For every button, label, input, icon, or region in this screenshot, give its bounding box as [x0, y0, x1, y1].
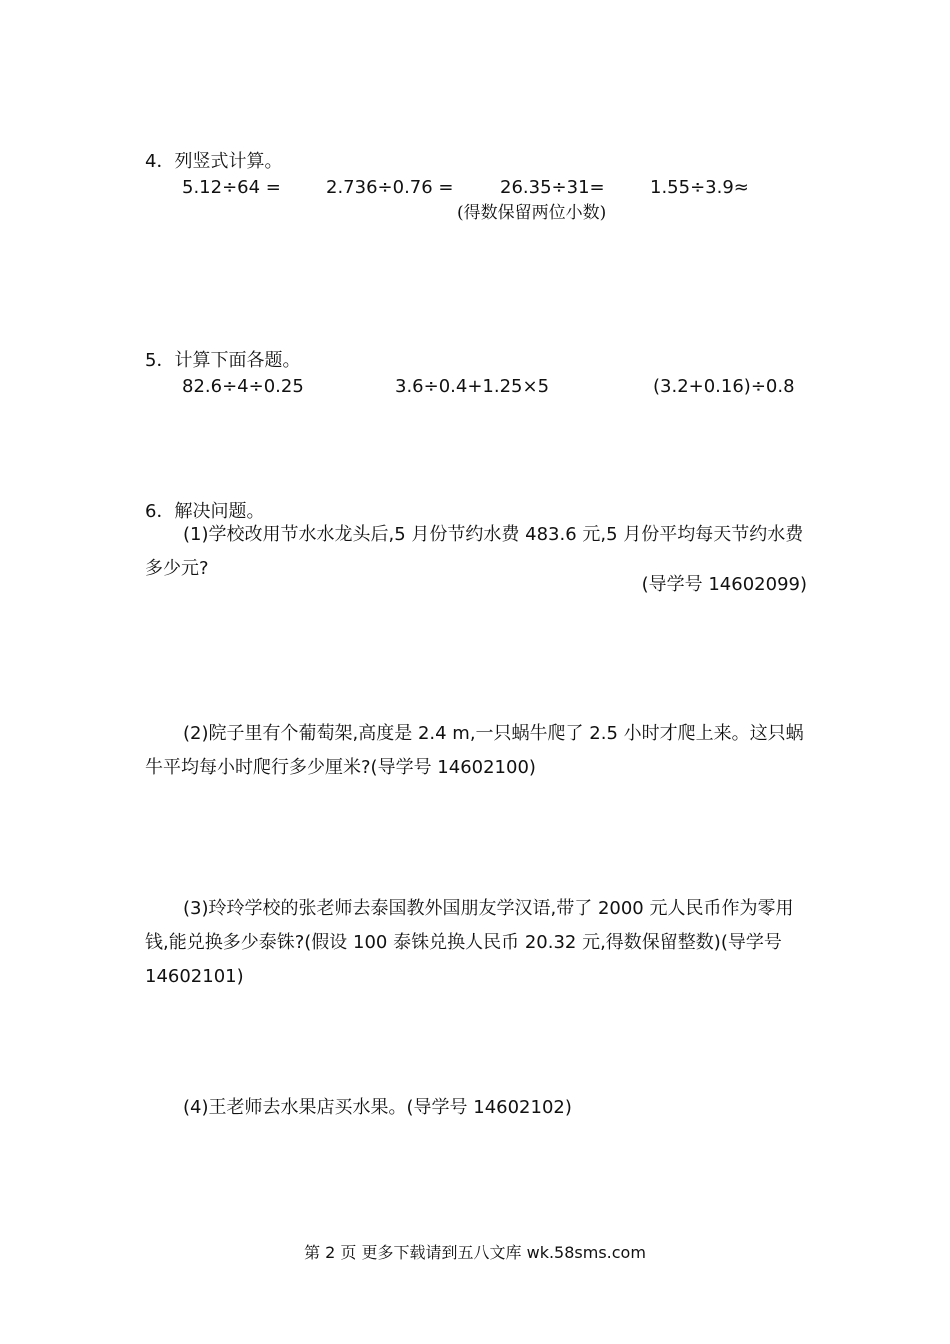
q6-problem-3: (3)玲玲学校的张老师去泰国教外国朋友学汉语,带了 2000 元人民币作为零用钱,能兑换多少泰铢?(假设 100 泰铢兑换人民币 20.32 元,得数保留整数)(导学号 14602101) — [145, 898, 794, 987]
q4-item-4: 1.55÷3.9≈ — [650, 177, 749, 198]
page-footer: 第 2 页 更多下载请到五八文库 wk.58sms.com — [304, 1243, 646, 1262]
q4-item-2: 2.736÷0.76 = — [326, 177, 454, 198]
q4-note: (得数保留两位小数) — [457, 203, 607, 223]
q6-problem-2: (2)院子里有个葡萄架,高度是 2.4 m,一只蜗牛爬了 2.5 小时才爬上来。这只蜗牛平均每小时爬行多少厘米?(导学号 14602100) — [145, 723, 804, 778]
q5-item-1: 82.6÷4÷0.25 — [182, 376, 304, 397]
q6-problem-1: (1)学校改用节水水龙头后,5 月份节约水费 483.6 元,5 月份平均每天节约水费多少元? — [145, 524, 804, 579]
q4-item-1: 5.12÷64 = — [182, 177, 281, 198]
q6-problem-4: (4)王老师去水果店买水果。(导学号 14602102) — [183, 1097, 572, 1118]
q5-item-3: (3.2+0.16)÷0.8 — [653, 376, 795, 397]
q4-item-3: 26.35÷31= — [500, 177, 605, 198]
q6-problem-1-ref: (导学号 14602099) — [641, 574, 807, 595]
q6-title: 6．解决问题。 — [145, 501, 265, 522]
q5-item-2: 3.6÷0.4+1.25×5 — [395, 376, 550, 397]
q4-title: 4．列竖式计算。 — [145, 151, 283, 172]
q5-title: 5．计算下面各题。 — [145, 350, 301, 371]
